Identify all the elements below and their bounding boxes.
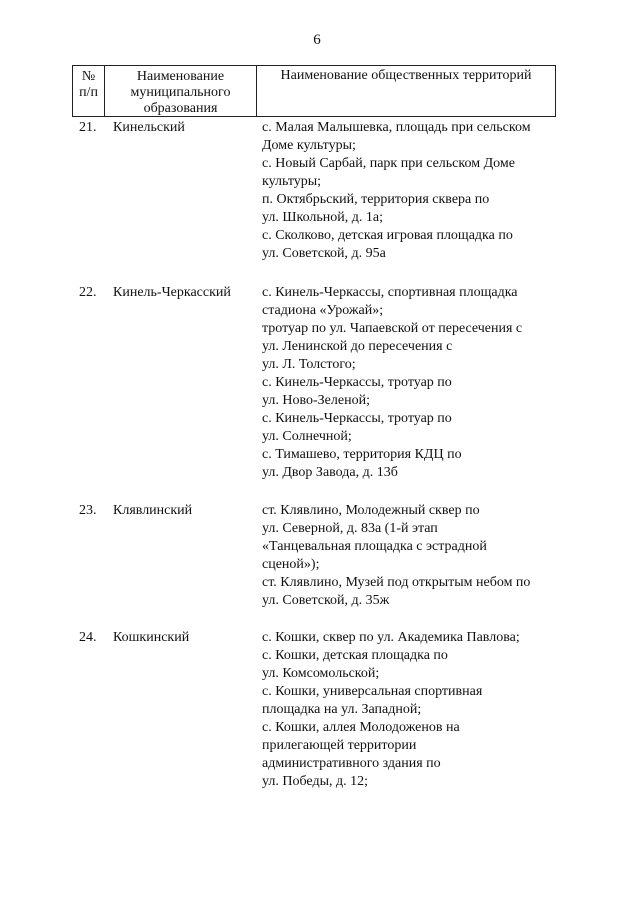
territory-line: с. Кошки, сквер по ул. Академика Павлова; xyxy=(262,630,520,645)
header-municipality-line-1: Наименование xyxy=(136,69,225,84)
header-municipality-line-2: муниципального xyxy=(130,85,231,100)
header-municipality-line-3: образования xyxy=(143,101,218,116)
territory-line: «Танцевальная площадка с эстрадной xyxy=(262,539,487,554)
territory-line: прилегающей территории xyxy=(262,738,417,753)
row-municipality: Клявлинский xyxy=(113,503,193,518)
row-territories xyxy=(262,502,530,610)
territory-line: ул. Солнечной; xyxy=(262,429,352,444)
territory-line: с. Кошки, аллея Молодоженов на xyxy=(262,720,460,735)
territory-line: ул. Двор Завода, д. 13б xyxy=(262,465,398,480)
territory-line: ул. Школьной, д. 1а; xyxy=(262,210,383,225)
header-number-line-1: № xyxy=(81,69,96,84)
table-header xyxy=(72,65,556,117)
territory-line: ст. Клявлино, Молодежный сквер по xyxy=(262,503,480,518)
territory-line: ул. Ново-Зеленой; xyxy=(262,393,370,408)
territory-line: с. Кинель-Черкассы, спортивная площадка xyxy=(262,285,518,300)
territory-line: Доме культуры; xyxy=(262,138,356,153)
territory-line: административного здания по xyxy=(262,756,441,771)
territory-line: ул. Л. Толстого; xyxy=(262,357,356,372)
row-municipality: Кинель-Черкасский xyxy=(113,285,231,300)
territory-line: с. Кинель-Черкассы, тротуар по xyxy=(262,411,452,426)
territory-line: ул. Победы, д. 12; xyxy=(262,774,368,789)
row-territories xyxy=(262,119,531,263)
header-municipality-cell xyxy=(105,66,257,116)
row-number: 22. xyxy=(79,285,97,300)
territory-line: с. Сколково, детская игровая площадка по xyxy=(262,228,513,243)
territory-line: ул. Комсомольской; xyxy=(262,666,380,681)
territory-line: ст. Клявлино, Музей под открытым небом по xyxy=(262,575,531,590)
row-territories xyxy=(262,629,520,791)
header-number-cell xyxy=(73,66,105,116)
territory-line: с. Малая Малышевка, площадь при сельском xyxy=(262,120,531,135)
header-territories-cell xyxy=(257,66,555,116)
territory-line: с. Кошки, универсальная спортивная xyxy=(262,684,483,699)
row-number: 24. xyxy=(79,630,97,645)
row-territories xyxy=(262,284,522,482)
header-number-line-2: п/п xyxy=(79,85,98,100)
row-municipality: Кошкинский xyxy=(113,630,190,645)
header-territories-line-1: Наименование общественных территорий xyxy=(280,68,532,83)
row-number: 23. xyxy=(79,503,97,518)
territory-line: с. Кинель-Черкассы, тротуар по xyxy=(262,375,452,390)
territory-line: с. Новый Сарбай, парк при сельском Доме xyxy=(262,156,515,171)
territory-line: стадиона «Урожай»; xyxy=(262,303,384,318)
territory-line: культуры; xyxy=(262,174,322,189)
territory-line: ул. Советской, д. 35ж xyxy=(262,593,390,608)
territory-line: с. Тимашево, территория КДЦ по xyxy=(262,447,462,462)
territory-line: ул. Советской, д. 95а xyxy=(262,246,386,261)
territory-line: сценой»); xyxy=(262,557,320,572)
page-number: 6 xyxy=(313,32,321,48)
row-number: 21. xyxy=(79,120,97,135)
territory-line: площадка на ул. Западной; xyxy=(262,702,422,717)
territory-line: с. Кошки, детская площадка по xyxy=(262,648,448,663)
territory-line: ул. Ленинской до пересечения с xyxy=(262,339,453,354)
row-municipality: Кинельский xyxy=(113,120,185,135)
territory-line: ул. Северной, д. 83а (1-й этап xyxy=(262,521,438,536)
territory-line: п. Октябрьский, территория сквера по xyxy=(262,192,490,207)
territory-line: тротуар по ул. Чапаевской от пересечения с xyxy=(262,321,523,336)
